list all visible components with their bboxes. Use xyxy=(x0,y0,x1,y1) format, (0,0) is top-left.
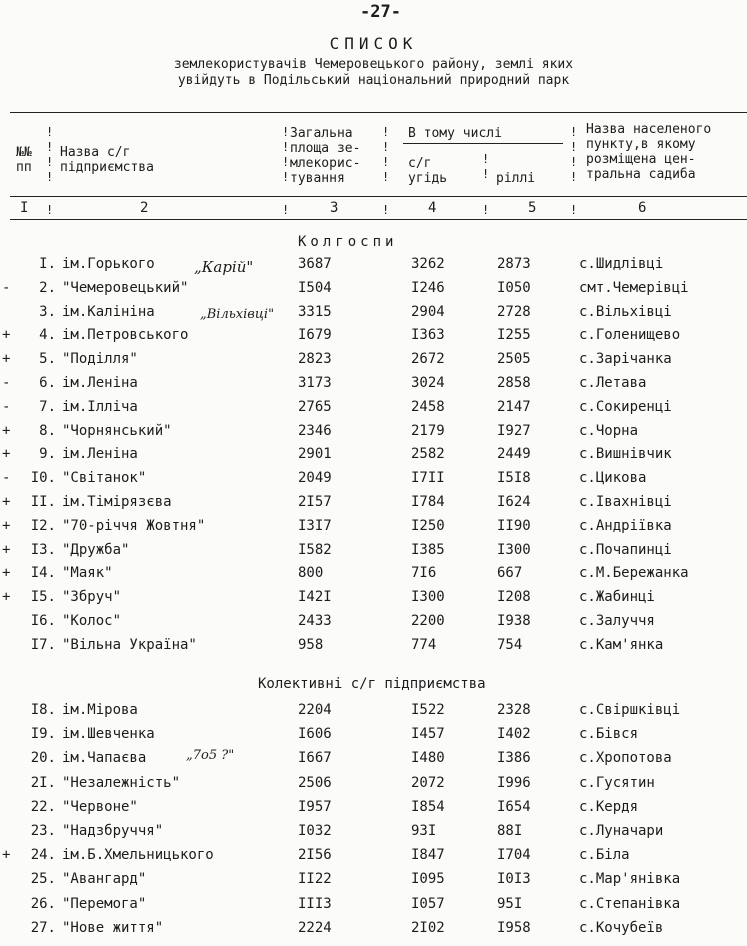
col-number-2: 2 xyxy=(140,200,149,216)
row-number: 4. xyxy=(39,327,56,344)
arable-land: 2728 xyxy=(497,303,531,320)
arable-land: 2449 xyxy=(497,446,531,463)
margin-mark: - xyxy=(2,375,11,391)
margin-mark: + xyxy=(2,541,11,558)
handwritten-note-1: „Карій" xyxy=(194,258,254,276)
row-number: 24. xyxy=(30,847,56,864)
agricultural-land: I847 xyxy=(411,847,445,864)
header-group: В тому числі xyxy=(408,126,502,141)
central-village: с.Чорна xyxy=(579,422,639,439)
table-row xyxy=(0,565,747,587)
page-number: -27- xyxy=(360,2,401,22)
row-number: 2. xyxy=(39,279,56,296)
total-area: 2433 xyxy=(298,613,332,629)
row-number: I9. xyxy=(30,726,56,743)
subtitle-line-1: землекористувачів Чемеровецького району, землі яких xyxy=(173,57,574,72)
arable-land: I208 xyxy=(497,589,531,606)
enterprise-name: ім.Леніна xyxy=(62,446,138,463)
central-village: с.М.Бережанка xyxy=(579,565,689,582)
agricultural-land: 7I6 xyxy=(411,565,437,582)
central-village: с.Бівся xyxy=(579,726,639,743)
enterprise-name: "Авангард" xyxy=(62,871,147,888)
group-rule xyxy=(403,143,563,144)
table-row xyxy=(0,494,747,516)
central-village: с.Цикова xyxy=(579,470,647,487)
total-area: I42I xyxy=(298,589,332,606)
total-area: 2346 xyxy=(298,422,332,439)
total-area: I504 xyxy=(298,279,332,296)
table-row xyxy=(0,542,747,564)
table-row xyxy=(0,256,747,278)
total-area: I032 xyxy=(298,823,332,839)
table-row xyxy=(0,304,747,326)
enterprise-name: "Чорнянський" xyxy=(62,422,172,439)
num-separator-2: ! xyxy=(282,203,290,217)
central-village: с.Шидлівці xyxy=(579,256,664,272)
table-row xyxy=(0,423,747,445)
agricultural-land: 2179 xyxy=(411,422,445,439)
row-number: 5. xyxy=(39,351,56,368)
col-separator-2: ! ! ! ! xyxy=(282,125,290,184)
col-number-1: I xyxy=(20,200,29,216)
margin-mark: - xyxy=(2,470,11,487)
header-col5: ріллі xyxy=(496,171,536,186)
total-area: I957 xyxy=(298,798,332,815)
central-village: с.Степанівка xyxy=(579,895,681,912)
enterprise-name: ім.Петровського xyxy=(62,327,189,344)
total-area: I606 xyxy=(298,726,332,743)
num-separator-3: ! xyxy=(382,203,390,217)
total-area: 2I57 xyxy=(298,494,332,510)
table-row xyxy=(0,775,747,797)
row-number: I. xyxy=(39,256,56,272)
arable-land: I958 xyxy=(497,919,531,936)
col-number-4: 4 xyxy=(428,200,437,216)
arable-land: I624 xyxy=(497,494,531,510)
total-area: 2901 xyxy=(298,446,332,463)
row-number: 27. xyxy=(30,919,56,936)
central-village: с.Сокиренці xyxy=(579,398,672,415)
num-separator-4: ! xyxy=(482,203,490,217)
arable-land: 667 xyxy=(497,565,523,582)
num-separator-5: ! xyxy=(570,203,578,217)
total-area: 2823 xyxy=(298,351,332,368)
enterprise-name: "Незалежність" xyxy=(62,774,181,791)
agricultural-land: I300 xyxy=(411,589,445,606)
handwritten-note-3: „7о5 ?" xyxy=(186,748,235,763)
table-row xyxy=(0,702,747,724)
row-number: I0. xyxy=(30,470,56,487)
arable-land: I5I8 xyxy=(497,470,531,487)
col-number-5: 5 xyxy=(528,200,537,216)
margin-mark: + xyxy=(2,589,11,606)
header-col6: Назва населеного пункту,в якому розміщена цен- тральна садиба xyxy=(586,122,712,182)
enterprise-name: "70-річчя Жовтня" xyxy=(62,517,206,534)
num-separator-1: ! xyxy=(46,203,54,217)
arable-land: 88I xyxy=(497,823,523,839)
arable-land: I654 xyxy=(497,798,531,815)
total-area: 800 xyxy=(298,565,324,582)
arable-land: 95I xyxy=(497,895,523,912)
header-col3: Загальна площа зе- млекорис- тування xyxy=(290,126,361,186)
agricultural-land: I385 xyxy=(411,541,445,558)
margin-mark: - xyxy=(2,279,11,296)
table-row xyxy=(0,351,747,373)
enterprise-name: "Вільна Україна" xyxy=(62,636,197,653)
table-row xyxy=(0,399,747,421)
arable-land: 2147 xyxy=(497,398,531,415)
arable-land: I927 xyxy=(497,422,531,439)
document-title: СПИСОК xyxy=(329,34,418,53)
col-separator-3: ! ! ! ! xyxy=(382,125,390,184)
agricultural-land: I363 xyxy=(411,327,445,344)
table-row xyxy=(0,920,747,942)
table-row xyxy=(0,637,747,659)
agricultural-land: 774 xyxy=(411,636,437,653)
central-village: с.Голенищево xyxy=(579,327,681,344)
enterprise-name: ім.Тімірязєва xyxy=(62,494,172,510)
central-village: с.Андріївка xyxy=(579,517,672,534)
header-rule-bottom xyxy=(10,219,747,220)
arable-land: I996 xyxy=(497,774,531,791)
central-village: с.Гусятин xyxy=(579,774,655,791)
total-area: I3I7 xyxy=(298,517,332,534)
total-area: 2765 xyxy=(298,398,332,415)
row-number: I6. xyxy=(30,613,56,629)
row-number: 22. xyxy=(30,798,56,815)
col-number-6: 6 xyxy=(638,200,647,216)
table-row xyxy=(0,750,747,772)
enterprise-name: "Поділля" xyxy=(62,351,138,368)
agricultural-land: 2582 xyxy=(411,446,445,463)
arable-land: I704 xyxy=(497,847,531,864)
row-number: I3. xyxy=(30,541,56,558)
agricultural-land: I246 xyxy=(411,279,445,296)
enterprise-name: "Червоне" xyxy=(62,798,138,815)
table-row xyxy=(0,589,747,611)
agricultural-land: 2200 xyxy=(411,613,445,629)
agricultural-land: 2904 xyxy=(411,303,445,320)
arable-land: 2505 xyxy=(497,351,531,368)
margin-mark: - xyxy=(2,398,11,415)
central-village: с.Кам'янка xyxy=(579,636,664,653)
central-village: с.Свіршківці xyxy=(579,702,681,718)
central-village: с.Хропотова xyxy=(579,750,672,767)
margin-mark: + xyxy=(2,517,11,534)
row-number: 23. xyxy=(30,823,56,839)
margin-mark: + xyxy=(2,327,11,344)
row-number: 3. xyxy=(39,303,56,320)
table-row xyxy=(0,726,747,748)
col-separator-1: ! ! ! ! xyxy=(46,125,54,184)
table-row xyxy=(0,518,747,540)
enterprise-name: ім.Леніна xyxy=(62,375,138,391)
margin-mark: + xyxy=(2,351,11,368)
row-number: 26. xyxy=(30,895,56,912)
margin-mark: + xyxy=(2,494,11,510)
total-area: I667 xyxy=(298,750,332,767)
row-number: I4. xyxy=(30,565,56,582)
table-row xyxy=(0,896,747,918)
arable-land: 754 xyxy=(497,636,523,653)
enterprise-name: ім.Мірова xyxy=(62,702,138,718)
agricultural-land: I057 xyxy=(411,895,445,912)
row-number: II. xyxy=(30,494,56,510)
row-number: 2I. xyxy=(30,774,56,791)
enterprise-name: "Дружба" xyxy=(62,541,130,558)
arable-land: I402 xyxy=(497,726,531,743)
row-number: 25. xyxy=(30,871,56,888)
row-number: 9. xyxy=(39,446,56,463)
header-rule-middle xyxy=(10,196,747,197)
agricultural-land: I522 xyxy=(411,702,445,718)
arable-land: I050 xyxy=(497,279,531,296)
arable-land: I0I3 xyxy=(497,871,531,888)
total-area: 2204 xyxy=(298,702,332,718)
central-village: с.Почапинці xyxy=(579,541,672,558)
agricultural-land: I250 xyxy=(411,517,445,534)
row-number: I8. xyxy=(30,702,56,718)
agricultural-land: I854 xyxy=(411,798,445,815)
central-village: с.Івахнівці xyxy=(579,494,672,510)
central-village: с.Вільхівці xyxy=(579,303,672,320)
handwritten-note-2: „Вільхівці" xyxy=(200,307,275,322)
enterprise-name: "Колос" xyxy=(62,613,122,629)
table-row xyxy=(0,613,747,635)
agricultural-land: 2458 xyxy=(411,398,445,415)
central-village: с.Кочубеїв xyxy=(579,919,664,936)
total-area: 3315 xyxy=(298,303,332,320)
section-heading-kolhospy: Колгоспи xyxy=(298,234,398,250)
agricultural-land: I7II xyxy=(411,470,445,487)
col-separator-4: ! ! xyxy=(482,152,490,181)
table-row xyxy=(0,823,747,845)
row-number: I2. xyxy=(30,517,56,534)
total-area: I679 xyxy=(298,327,332,344)
table-row xyxy=(0,847,747,869)
total-area: I582 xyxy=(298,541,332,558)
central-village: с.Мар'янівка xyxy=(579,871,681,888)
agricultural-land: 3262 xyxy=(411,256,445,272)
margin-mark: + xyxy=(2,422,11,439)
agricultural-land: I095 xyxy=(411,871,445,888)
table-row xyxy=(0,871,747,893)
central-village: с.Жабинці xyxy=(579,589,655,606)
row-number: 20. xyxy=(30,750,56,767)
enterprise-name: ім.Ілліча xyxy=(62,398,138,415)
enterprise-name: "Перемога" xyxy=(62,895,147,912)
central-village: с.Вишнівчик xyxy=(579,446,672,463)
row-number: 7. xyxy=(39,398,56,415)
agricultural-land: I480 xyxy=(411,750,445,767)
total-area: III3 xyxy=(298,895,332,912)
agricultural-land: 3024 xyxy=(411,375,445,391)
central-village: с.Кердя xyxy=(579,798,639,815)
enterprise-name: ім.Б.Хмельницького xyxy=(62,847,214,864)
central-village: с.Біла xyxy=(579,847,630,864)
col-separator-5: ! ! ! ! xyxy=(570,125,578,184)
subtitle-line-2: увійдуть в Подільський національний природний парк xyxy=(177,73,570,88)
agricultural-land: 93I xyxy=(411,823,437,839)
total-area: 2224 xyxy=(298,919,332,936)
table-row xyxy=(0,446,747,468)
table-row xyxy=(0,327,747,349)
row-number: 6. xyxy=(39,375,56,391)
arable-land: I255 xyxy=(497,327,531,344)
total-area: 958 xyxy=(298,636,324,653)
arable-land: 2873 xyxy=(497,256,531,272)
enterprise-name: ім.Шевченка xyxy=(62,726,155,743)
table-row xyxy=(0,470,747,492)
margin-mark: + xyxy=(2,565,11,582)
total-area: 2506 xyxy=(298,774,332,791)
table-row xyxy=(0,375,747,397)
header-rule-top xyxy=(10,112,747,113)
arable-land: 2858 xyxy=(497,375,531,391)
total-area: II22 xyxy=(298,871,332,888)
row-number: I5. xyxy=(30,589,56,606)
total-area: 2I56 xyxy=(298,847,332,864)
agricultural-land: 2I02 xyxy=(411,919,445,936)
arable-land: I300 xyxy=(497,541,531,558)
row-number: I7. xyxy=(30,636,56,653)
central-village: с.Залуччя xyxy=(579,613,655,629)
enterprise-name: ім.Калініна xyxy=(62,303,155,320)
header-col2: Назва с/г підприємства xyxy=(60,145,154,175)
enterprise-name: "Нове життя" xyxy=(62,919,164,936)
section-heading-collective: Колективні с/г підприємства xyxy=(258,676,486,692)
enterprise-name: "Чемеровецький" xyxy=(62,279,189,296)
agricultural-land: 2072 xyxy=(411,774,445,791)
enterprise-name: ім.Горького xyxy=(62,256,155,272)
enterprise-name: "Надзбруччя" xyxy=(62,823,164,839)
agricultural-land: 2672 xyxy=(411,351,445,368)
enterprise-name: "Збруч" xyxy=(62,589,122,606)
arable-land: 2328 xyxy=(497,702,531,718)
central-village: смт.Чемерівці xyxy=(579,279,689,296)
total-area: 3173 xyxy=(298,375,332,391)
central-village: с.Зарічанка xyxy=(579,351,672,368)
header-col4: с/г угідь xyxy=(408,156,448,186)
margin-mark: + xyxy=(2,446,11,463)
enterprise-name: ім.Чапаєва xyxy=(62,750,147,767)
arable-land: I938 xyxy=(497,613,531,629)
central-village: с.Летава xyxy=(579,375,647,391)
enterprise-name: "Світанок" xyxy=(62,470,147,487)
central-village: с.Луначари xyxy=(579,823,664,839)
agricultural-land: I784 xyxy=(411,494,445,510)
total-area: 2049 xyxy=(298,470,332,487)
arable-land: II90 xyxy=(497,517,531,534)
arable-land: I386 xyxy=(497,750,531,767)
agricultural-land: I457 xyxy=(411,726,445,743)
col-number-3: 3 xyxy=(330,200,339,216)
margin-mark: + xyxy=(2,847,11,864)
enterprise-name: "Маяк" xyxy=(62,565,113,582)
row-number: 8. xyxy=(39,422,56,439)
table-row xyxy=(0,280,747,302)
table-row xyxy=(0,799,747,821)
total-area: 3687 xyxy=(298,256,332,272)
header-col1: №№ пп xyxy=(16,145,32,175)
